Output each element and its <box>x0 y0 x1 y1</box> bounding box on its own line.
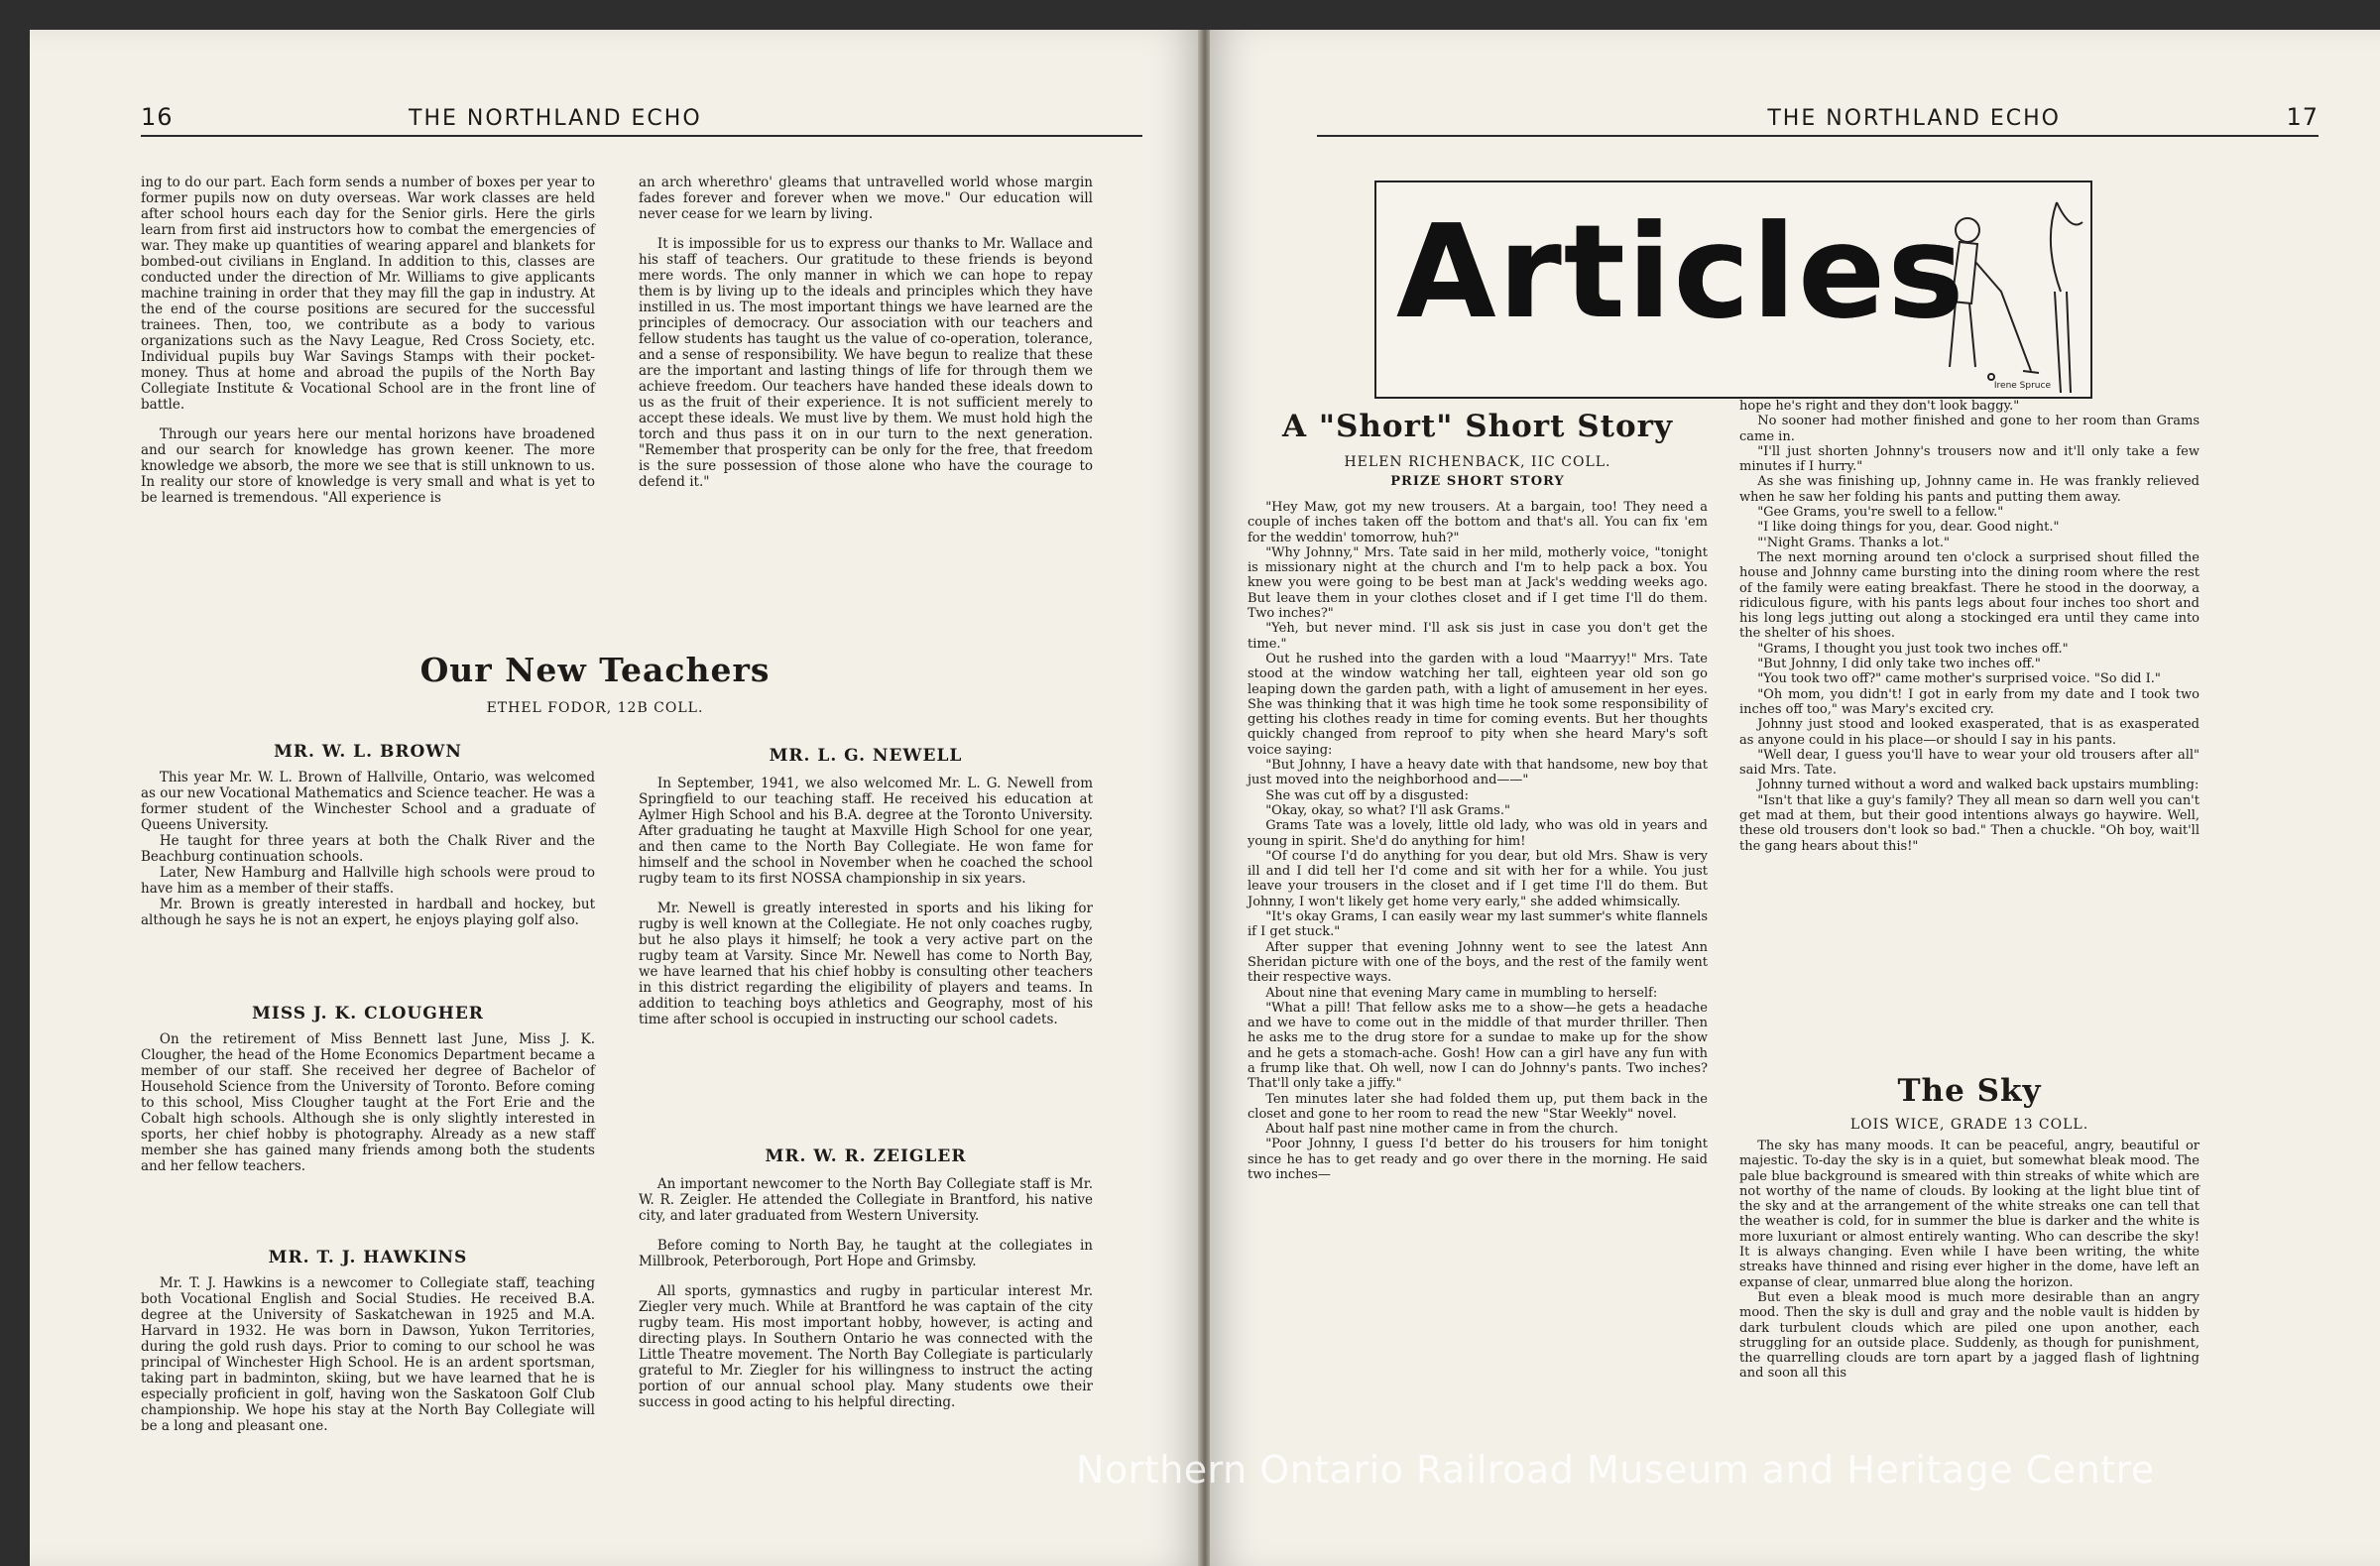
teachers-title: Our New Teachers <box>419 651 771 689</box>
paragraph: This year Mr. W. L. Brown of Hallville, Ontario, was welcomed as our new Vocational Mathematics and Science teacher. He was a former student of the Winchester School and a graduate of Queens University. <box>141 770 595 833</box>
paragraph: "Oh mom, you didn't! I got in early from my date and I took two inches off too," was Mary's excited cry. <box>1739 686 2200 717</box>
paragraph: "But Johnny, I did only take two inches off." <box>1757 657 2041 672</box>
paragraph: Mr. Brown is greatly interested in hardball and hockey, but although he says he is not an expert, he enjoys playing golf also. <box>141 897 595 928</box>
teachers-byline: ETHEL FODOR, 12B COLL. <box>486 700 704 716</box>
page-number: 16 <box>141 103 174 131</box>
paragraph: The next morning around ten o'clock a surprised shout filled the house and Johnny came bursting into the dining room where the rest of the family were eating breakfast. There he stood in the doorway, a ridiculous figure, with his pants legs about four inches too short and his long legs jutting out along a stockinged era until they came into the shelter of his shoes. <box>1739 549 2200 642</box>
teacher-brown-text <box>141 770 595 928</box>
paragraph: Mr. T. J. Hawkins is a newcomer to Collegiate staff, teaching both Vocational English and Social Studies. He received B.A. degree at the University of Saskatchewan in 1925 and M.A. Harvard in 1932. He was born in Dawson, Yukon Territories, during the gold rush days. Prior to coming to our school he was principal of Winchester High School. He is an ardent sportsman, taking part in badminton, skiing, but we have learned that he is especially proficient in golf, having won the Saskatoon Golf Club championship. We hope his stay at the North Bay Collegiate will be a long and pleasant one. <box>141 1275 595 1434</box>
teacher-heading-hawkins: MR. T. J. HAWKINS <box>268 1248 468 1267</box>
story-column-1 <box>1248 500 1708 1182</box>
paragraph: About half past nine mother came in from the church. <box>1265 1122 1618 1138</box>
left-page-header <box>141 97 1142 137</box>
sky-title: The Sky <box>1897 1073 2042 1109</box>
paragraph: Johnny just stood and looked exasperated, that is as exasperated as anyone could in his place—or should I say in his pants. <box>1739 717 2200 748</box>
paragraph: "But Johnny, I have a heavy date with that handsome, new boy that just moved into the neighborhood and——" <box>1248 758 1708 788</box>
paragraph: Before coming to North Bay, he taught at the collegiates in Millbrook, Peterborough, Port Hope and Grimsby. <box>639 1238 1093 1269</box>
paragraph: On the retirement of Miss Bennett last June, Miss J. K. Clougher, the head of the Home Economics Department became a member of our staff. She received her degree of Bachelor of Household Science from the University of Toronto. Before coming to this school, Miss Clougher taught at the Fort Erie and the Cobalt high schools. Although she is only slightly interested in sports, her chief hobby is photography. Already as a new staff member she has gained many friends among both the students and her fellow teachers. <box>141 1031 595 1174</box>
story-byline: HELEN RICHENBACK, IIC COLL. <box>1344 454 1611 470</box>
paragraph: Out he rushed into the garden with a loud "Maarryy!" Mrs. Tate stood at the window watching her tall, eighteen year old son go leaping down the garden path, with a light of amusement in her eyes. She was thinking that it was high time he took some responsibility of getting his clothes ready in time for coming events. But her thoughts quickly changed from reproof to pity when she heard Mary's soft voice saying: <box>1248 651 1708 758</box>
illustrator-signature: Irene Spruce <box>1993 381 2051 391</box>
paragraph: "I'll just shorten Johnny's trousers now and it'll only take a few minutes if I hurry." <box>1739 443 2200 475</box>
paragraph: About nine that evening Mary came in mumbling to herself: <box>1265 985 1658 1001</box>
paragraph: No sooner had mother finished and gone to her room than Grams came in. <box>1739 414 2200 444</box>
paragraph: "What a pill! That fellow asks me to a show—he gets a headache and we have to come out in the middle of that murder thriller. Then he asks me to the drug store for a sundae to make up for the show and he gets a stomach-ache. Gosh! How can a girl have any fun with a frump like that. Oh well, now I can do Johnny's pants. Two inches? That'll only take a jiffy." <box>1248 1000 1708 1092</box>
story-column-2 <box>1739 399 2200 854</box>
paragraph: "Poor Johnny, I guess I'd better do his trousers for him tonight since he has to get ready and go over there in the morning. He said two inches— <box>1248 1137 1708 1183</box>
paragraph: hope he's right and they don't look baggy." <box>1739 399 2020 414</box>
teacher-heading-brown: MR. W. L. BROWN <box>274 742 462 762</box>
intro-column-2 <box>639 175 1093 490</box>
teacher-heading-zeigler: MR. W. R. ZEIGLER <box>765 1146 967 1166</box>
paragraph: Through our years here our mental horizons have broadened and our search for knowledge has grown keener. The more knowledge we absorb, the more we see that is still unknown to us. In reality our store of knowledge is very small and what is yet to be learned is tremendous. "All experience is <box>141 426 595 506</box>
museum-watermark: Northern Ontario Railroad Museum and Heritage Centre <box>1076 1448 2155 1492</box>
articles-banner-title: Articles <box>1396 196 1966 347</box>
paragraph: "Of course I'd do anything for you dear, but old Mrs. Shaw is very ill and I did tell her I'd come and sit with her for a while. You just leave your trousers in the closet and if I get time I'll do them. But Johnny, I won't likely get home very early," she added whimsically. <box>1248 848 1708 909</box>
intro-column-1 <box>141 175 595 506</box>
paragraph: She was cut off by a disgusted: <box>1265 787 1469 803</box>
paragraph: It is impossible for us to express our thanks to Mr. Wallace and his staff of teachers. Our gratitude to these friends is beyond mere words. The only manner in which we can hope to repay them is by living up to the ideals and principles which they have instilled in us. The most important things we have learned are the principles of democracy. Our association with our teachers and fellow students has taught us the value of co-operation, tolerance, and a sense of responsibility. We have begun to realize that these are the important and lasting things of life for through them we achieve freedom. Our teachers have handed these ideals down to us as the fruit of their experience. It is not sufficient merely to accept these ideals. We must live by them. We must hold high the torch and thus pass it on in our turn to the next generation. "Remember that prosperity can be only for the free, that freedom is the sure possession of those alone who have the courage to defend it." <box>639 236 1093 490</box>
paragraph: But even a bleak mood is much more desirable than an angry mood. Then the sky is dull and gray and the noble vault is hidden by dark turbulent clouds which are piled one upon another, each struggling for an outside place. Suddenly, as though for punishment, the quarrelling clouds are torn apart by a jagged flash of lightning and soon all this <box>1739 1289 2200 1382</box>
paragraph: After supper that evening Johnny went to see the latest Ann Sheridan picture with one of the boys, and the rest of the family went their respective ways. <box>1248 939 1708 986</box>
running-title: THE NORTHLAND ECHO <box>409 106 702 131</box>
story-subtitle: PRIZE SHORT STORY <box>1390 474 1565 489</box>
teacher-zeigler-text <box>639 1176 1093 1410</box>
left-page <box>30 30 1200 1566</box>
running-title: THE NORTHLAND ECHO <box>1767 106 2061 131</box>
right-page-header <box>1317 97 2319 137</box>
teacher-heading-clougher: MISS J. K. CLOUGHER <box>252 1004 484 1024</box>
teacher-clougher-text <box>141 1031 595 1174</box>
paragraph: "Why Johnny," Mrs. Tate said in her mild, motherly voice, "tonight is missionary night at the church and I'm to help pack a box. You knew you were going to be best man at Jack's wedding weeks ago. But leave them in your clothes closet and if I get time I'll do them. Two inches?" <box>1248 544 1708 622</box>
teacher-hawkins-text <box>141 1275 595 1434</box>
page-number: 17 <box>2286 103 2319 131</box>
paragraph: "Grams, I thought you just took two inches off." <box>1757 641 2069 657</box>
paragraph: "Okay, okay, so what? I'll ask Grams." <box>1265 802 1510 818</box>
paragraph: He taught for three years at both the Chalk River and the Beachburg continuation schools. <box>141 833 595 865</box>
paragraph: "Isn't that like a guy's family? They all mean so darn well you can't get mad at them, but their good intentions always go haywire. Well, these old trousers don't look so bad." Then a chuckle. "Oh boy, wait'll the gang hears about this!" <box>1739 792 2200 854</box>
paragraph: "Well dear, I guess you'll have to wear your old trousers after all" said Mrs. Tate. <box>1739 747 2200 779</box>
sky-byline: LOIS WICE, GRADE 13 COLL. <box>1849 1117 2089 1133</box>
golfer-illustration-icon <box>1950 202 2082 393</box>
paragraph: Ten minutes later she had folded them up, put them back in the closet and gone to her room to read the new "Star Weekly" novel. <box>1248 1091 1708 1122</box>
paragraph: "Gee Grams, you're swell to a fellow." <box>1757 505 2004 521</box>
teacher-newell-text <box>639 776 1093 1027</box>
paragraph: "You took two off?" came mother's surprised voice. "So did I." <box>1757 671 2161 687</box>
paragraph: "Yeh, but never mind. I'll ask sis just in case you don't get the time." <box>1248 621 1708 652</box>
articles-banner <box>1374 181 2092 399</box>
paragraph: "'Night Grams. Thanks a lot." <box>1757 535 1950 550</box>
paragraph: "Hey Maw, got my new trousers. At a bargain, too! They need a couple of inches taken off the bottom and that's all. You can fix 'em for the weddin' tomorrow, huh?" <box>1248 500 1708 545</box>
sky-text <box>1739 1139 2200 1382</box>
paragraph: As she was finishing up, Johnny came in. He was frankly relieved when he saw her folding his pants and putting them away. <box>1739 474 2200 505</box>
paragraph: Mr. Newell is greatly interested in sports and his liking for rugby is well known at the Collegiate. He not only coaches rugby, but he also plays it himself; he took a very active part on the rugby team at Varsity. Since Mr. Newell has come to North Bay, we have learned that his chief hobby is consulting other teachers in this district regarding the eligibility of players and teams. In addition to teaching boys athletics and Geography, most of his time after school is occupied in instructing our school cadets. <box>639 901 1093 1027</box>
paragraph: All sports, gymnastics and rugby in particular interest Mr. Ziegler very much. While at Brantford he was captain of the city rugby team. His most important hobby, however, is acting and directing plays. In Southern Ontario he was connected with the Little Theatre movement. The North Bay Collegiate is particularly grateful to Mr. Ziegler for his willingness to instruct the acting portion of our annual school play. Many students owe their success in good acting to his helpful directing. <box>639 1283 1093 1410</box>
paragraph: ing to do our part. Each form sends a number of boxes per year to former pupils now on duty overseas. War work classes are held after school hours each day for the Senior girls. Here the girls learn from first aid instructors how to combat the emergencies of war. They make up quantities of wearing apparel and blankets for bombed-out civilians in England. In addition to this, classes are conducted under the direction of Mr. Williams to give applicants machine training in order that they may fill the gap in industry. At the end of the course positions are secured for the successful trainees. Then, too, we contribute as a body to various organizations such as the Navy League, Red Cross Society, etc. Individual pupils buy War Savings Stamps with their pocket-money. Thus at home and abroad the pupils of the North Bay Collegiate Institute & Vocational School are in the front line of battle. <box>141 175 595 413</box>
paragraph: "I like doing things for you, dear. Good night." <box>1757 520 2060 536</box>
paragraph: "It's okay Grams, I can easily wear my last summer's white flannels if I get stuck." <box>1248 909 1708 940</box>
paragraph: In September, 1941, we also welcomed Mr. L. G. Newell from Springfield to our teaching staff. He received his education at Aylmer High School and his B.A. degree at the Toronto University. After graduating he taught at Maxville High School for one year, and then came to the North Bay Collegiate. He won fame for himself and the school in November when he coached the school rugby team to its first NOSSA championship in six years. <box>639 776 1093 887</box>
paragraph: Johnny turned without a word and walked back upstairs mumbling: <box>1757 778 2200 793</box>
right-page <box>1210 30 2380 1566</box>
teacher-heading-newell: MR. L. G. NEWELL <box>769 746 963 766</box>
paragraph: Grams Tate was a lovely, little old lady, who was old in years and young in spirit. She'd do anything for him! <box>1248 818 1708 849</box>
paragraph: An important newcomer to the North Bay Collegiate staff is Mr. W. R. Zeigler. He attended the Collegiate in Brantford, his native city, and later graduated from Western University. <box>639 1176 1093 1224</box>
paragraph: an arch wherethro' gleams that untravelled world whose margin fades forever and forever when we move." Our education will never cease for we learn by living. <box>639 175 1093 222</box>
paragraph: The sky has many moods. It can be peaceful, angry, beautiful or majestic. To-day the sky is in a quiet, but somewhat bleak mood. The pale blue background is smeared with thin streaks of white which are not worthy of the name of clouds. By looking at the light blue tint of the sky and at the arrangement of the white streaks one can tell that the weather is cold, for in summer the blue is darker and the white is more luxuriant or almost entirely wanting. Who can describe the sky! It is always changing. Even while I have been writing, the white streaks have thinned and rising ever higher in the dome, have left an expanse of clear, unmarred blue along the horizon. <box>1739 1139 2200 1290</box>
story-title: A "Short" Short Story <box>1282 409 1673 444</box>
paragraph: Later, New Hamburg and Hallville high schools were proud to have him as a member of their staffs. <box>141 865 595 897</box>
